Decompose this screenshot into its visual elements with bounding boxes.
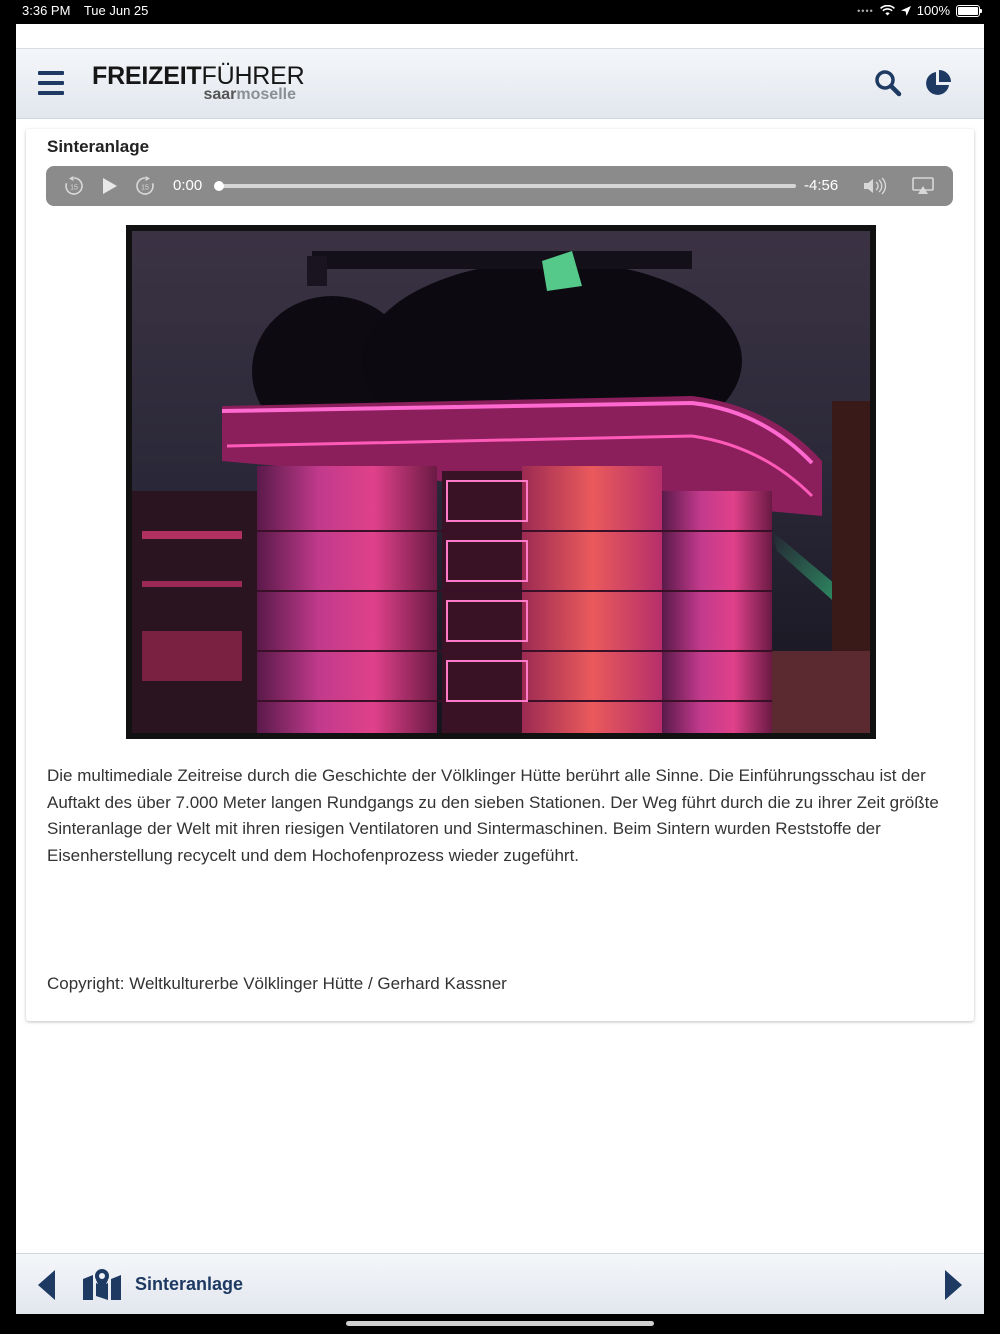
svg-text:15: 15 (141, 184, 149, 192)
signal-icon: •••• (857, 5, 874, 16)
battery-icon (956, 5, 980, 17)
previous-arrow-icon[interactable] (38, 1270, 56, 1305)
next-arrow-icon[interactable] (944, 1270, 962, 1305)
app-logo[interactable] (92, 62, 305, 103)
home-indicator[interactable] (346, 1321, 654, 1326)
airplay-icon[interactable] (910, 175, 936, 197)
top-strip (16, 24, 984, 49)
app-header (16, 49, 984, 119)
copyright-text: Copyright: Weltkulturerbe Völklinger Hütte / Gerhard Kassner (47, 974, 507, 993)
volume-icon[interactable] (862, 175, 892, 197)
battery-percent: 100% (916, 3, 950, 18)
status-date: Tue Jun 25 (83, 3, 149, 18)
remaining-time: -4:56 (804, 177, 839, 194)
logo-wordmark: FREIZEITFÜHRER (92, 62, 305, 90)
station-description: Die multimediale Zeitreise durch die Geschichte der Völklinger Hütte berührt alle Sinne. Die Einführungsschau ist der Auftakt des über 7.000 Meter langen Rundgangs zu den sieben Stationen. Der Weg führt durch die zu ihrer Zeit größte Sinteranlage der Welt mit ihren riesigen Ventilatoren und Sintermaschinen. Beim Sintern wurden Reststoffe der Eisenherstellung recycelt und dem Hochofenprozess wieder zugeführt. (47, 766, 939, 865)
search-icon[interactable] (874, 69, 902, 97)
current-time: 0:00 (173, 177, 203, 194)
bottom-station-title: Sinteranlage (135, 1274, 244, 1294)
audio-player (46, 166, 953, 206)
status-time-date (22, 3, 158, 18)
station-photo (126, 225, 876, 739)
bottom-nav-bar (16, 1253, 984, 1314)
pie-chart-icon[interactable] (924, 69, 952, 97)
audio-progress-track[interactable] (218, 184, 796, 188)
menu-icon[interactable] (38, 71, 64, 95)
wifi-icon (880, 5, 895, 16)
play-icon[interactable] (99, 175, 121, 197)
map-pin-icon[interactable] (82, 1267, 122, 1306)
content-card (26, 129, 974, 1021)
location-icon (901, 6, 911, 16)
status-time: 3:36 PM (22, 3, 71, 18)
rewind-15-icon[interactable] (63, 175, 85, 197)
forward-15-icon[interactable] (134, 175, 156, 197)
app-window (16, 24, 984, 1314)
svg-text:15: 15 (70, 184, 78, 192)
status-bar (0, 0, 1000, 24)
page-title: Sinteranlage (47, 137, 150, 156)
audio-progress-knob[interactable] (214, 181, 224, 191)
status-indicators (857, 3, 980, 18)
logo-subline: saarmoselle (203, 86, 296, 103)
